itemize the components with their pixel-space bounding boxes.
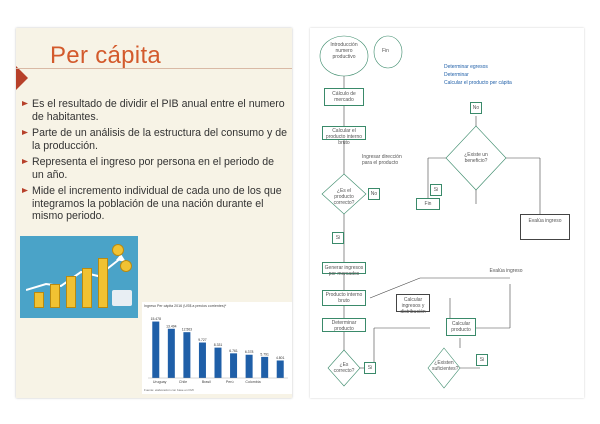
slide-page xyxy=(16,28,292,398)
chart-title: Ingreso Per cápita 2016 (US$ a precios corrientes)* xyxy=(144,304,227,308)
per-capita-chart xyxy=(142,302,292,394)
start-oval-label: Introducción numero productivo xyxy=(330,42,358,60)
flow-box: Determinar producto xyxy=(322,318,366,332)
bar xyxy=(152,322,159,378)
coin-stack-icon xyxy=(66,276,76,308)
flow-label: Si xyxy=(430,184,442,196)
legend-item: Determinar xyxy=(444,72,469,78)
chart-footnote: Fuente: elaboración con base en FMI xyxy=(144,388,194,392)
data-label: 15.478 xyxy=(150,317,161,322)
data-label: 5.791 xyxy=(260,352,269,357)
data-label: 4.801 xyxy=(275,355,285,360)
bullet-item: Representa el ingreso por persona en el periodo de un año. xyxy=(22,156,288,181)
legend-item: Calcular el producto per cápita xyxy=(444,80,512,86)
bar xyxy=(168,329,175,378)
flow-label: No xyxy=(368,188,380,200)
coin-stack-icon xyxy=(50,284,60,308)
bullet-item: Mide el incremento individual de cada uno de los que integramos la población de una nación durante el mismo periodo. xyxy=(22,185,288,223)
flow-label: Si xyxy=(364,362,376,374)
category-label: Brasil xyxy=(201,380,211,384)
data-label: 12.563 xyxy=(181,327,193,332)
bullet-item: Parte de un análisis de la estructura del consumo y de la producción. xyxy=(22,127,288,152)
decision-label: ¿Es correcto? xyxy=(333,362,355,374)
bar xyxy=(183,332,190,378)
bullet-item: Es el resultado de dividir el PIB anual entre el numero de habitantes. xyxy=(22,98,288,123)
flow-box: Generar ingresos por mercados xyxy=(322,262,366,274)
bar xyxy=(230,353,237,378)
bar xyxy=(215,348,222,378)
data-label: 8.331 xyxy=(213,343,223,348)
decision-label: ¿Existe un beneficio? xyxy=(464,152,488,164)
legend-item: Determinar egresos xyxy=(444,64,488,70)
coin-icon xyxy=(112,244,124,256)
flow-label: No xyxy=(470,102,482,114)
flow-box: Evalúa ingreso xyxy=(520,214,570,240)
flow-note: Ingresar dirección para el producto xyxy=(362,154,402,166)
flowchart-page xyxy=(310,28,584,398)
bar-chart xyxy=(142,302,292,394)
growth-line-icon xyxy=(26,254,126,294)
flow-box: Calcular el producto interno bruto xyxy=(322,126,366,140)
flow-box: Calcular producto xyxy=(446,318,476,336)
data-label: 6.378 xyxy=(244,350,254,355)
flow-label: Si xyxy=(332,232,344,244)
flow-note: Evalúa ingreso xyxy=(489,268,523,274)
category-label: Perú xyxy=(225,380,234,384)
data-label: 6.761 xyxy=(229,348,238,353)
bullet-list xyxy=(22,98,288,227)
flow-box: Calcular ingresos y distribución xyxy=(396,294,430,312)
bar xyxy=(261,357,268,378)
category-label: Chile xyxy=(178,380,188,384)
data-label: 13.494 xyxy=(166,324,177,329)
flow-box: Cálculo de mercado xyxy=(324,88,364,106)
slide-title: Per cápita xyxy=(50,42,162,69)
bar xyxy=(277,360,284,378)
category-label: Uruguay xyxy=(152,380,167,384)
coin-stack-icon xyxy=(98,258,108,308)
finance-illustration xyxy=(20,236,138,318)
title-arrow xyxy=(16,66,28,90)
flow-label: Si xyxy=(476,354,488,366)
coin-stack-icon xyxy=(34,292,44,308)
data-label: 9.727 xyxy=(198,338,207,343)
flow-box: Fin xyxy=(416,198,440,210)
coin-icon xyxy=(120,260,132,272)
calculator-icon xyxy=(112,290,132,306)
bar xyxy=(246,355,253,378)
end-oval-label: Fin xyxy=(382,48,389,54)
category-label: Colombia xyxy=(245,380,261,384)
decision-label: ¿Es el producto correcto? xyxy=(333,188,355,206)
bar xyxy=(199,343,206,378)
flow-box: Producto interno bruto xyxy=(322,290,366,306)
decision-label: ¿Existen suficientes? xyxy=(432,360,459,372)
coin-stack-icon xyxy=(82,268,92,308)
